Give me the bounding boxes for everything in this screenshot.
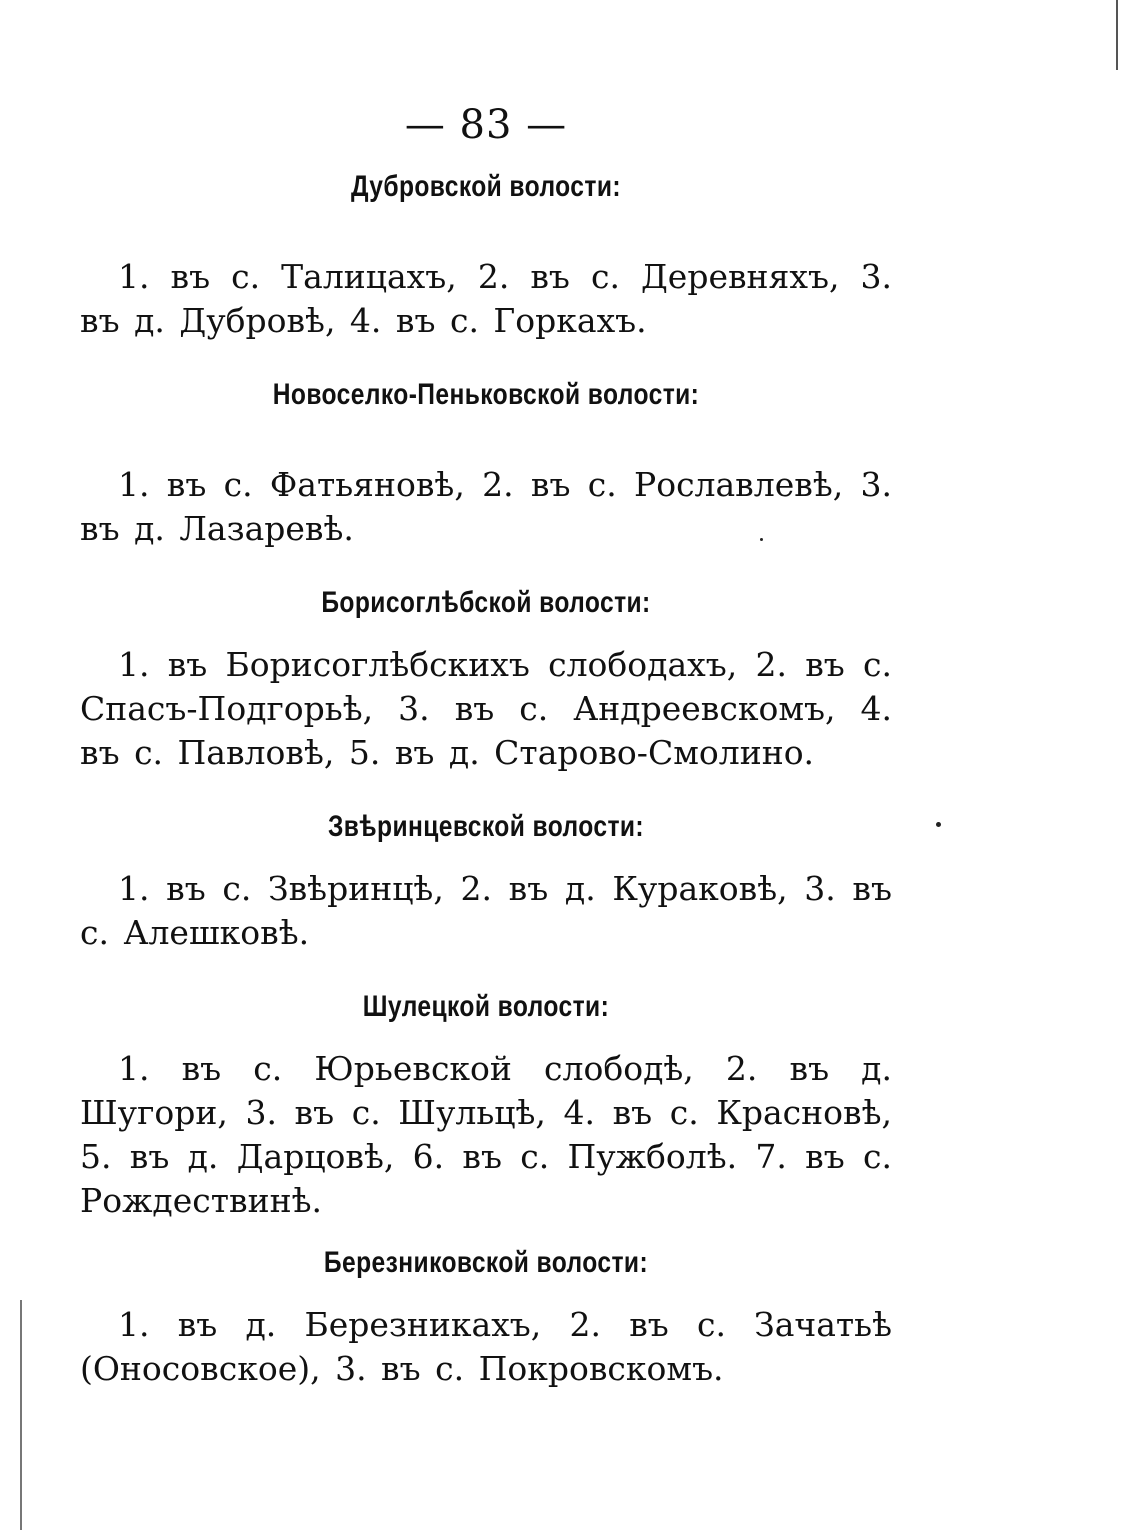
section-heading: Звѣринцевской волости:: [327, 810, 645, 843]
section-text: 1. въ с. Звѣринцѣ, 2. въ д. Кураковѣ, 3. въ с. Алешковѣ.: [80, 869, 892, 952]
section-heading: Борисоглѣбской волости:: [321, 586, 651, 619]
document-page: [80, 95, 892, 1391]
scan-edge-mark-right: [1116, 0, 1118, 70]
section-heading: Новоселко-Пеньковской волости:: [272, 378, 700, 411]
section-novoselko-penkovskaya: [80, 373, 892, 551]
section-dubrovskaya: [80, 165, 892, 343]
section-zverintsevskaya: [80, 805, 892, 955]
scan-edge-mark-left: [20, 1300, 22, 1530]
section-heading: Шулецкой волости:: [362, 990, 610, 1023]
page-number: — 83 —: [404, 102, 568, 148]
section-text: 1. въ Борисоглѣбскихъ слободахъ, 2. въ с. Спасъ-Подгорьѣ, 3. въ с. Андреевскомъ, 4. въ с. Павловѣ, 5. въ д. Старово-Смолино.: [80, 645, 892, 772]
section-heading: Дубровской волости:: [351, 170, 621, 203]
section-text: 1. въ с. Талицахъ, 2. въ с. Деревняхъ, 3. въ д. Дубровѣ, 4. въ с. Горкахъ.: [80, 257, 892, 340]
section-text: 1. въ с. Юрьевской слободѣ, 2. въ д. Шугори, 3. въ с. Шульцѣ, 4. въ с. Красновѣ, 5. въ д. Дарцовѣ, 6. въ с. Пужболѣ. 7. въ с. Рождествинѣ.: [80, 1049, 892, 1220]
section-shuletskaya: [80, 985, 892, 1223]
section-heading: Березниковской волости:: [323, 1246, 649, 1279]
section-bereznikovskaya: [80, 1241, 892, 1391]
section-text: 1. въ с. Фатьяновѣ, 2. въ с. Рославлевѣ, 3. въ д. Лазаревѣ.: [80, 465, 892, 548]
section-text: 1. въ д. Березникахъ, 2. въ с. Зачатьѣ (Оносовское), 3. въ с. Покровскомъ.: [80, 1305, 892, 1388]
scan-speck: [936, 822, 941, 827]
section-borisoglebskaya: [80, 581, 892, 775]
